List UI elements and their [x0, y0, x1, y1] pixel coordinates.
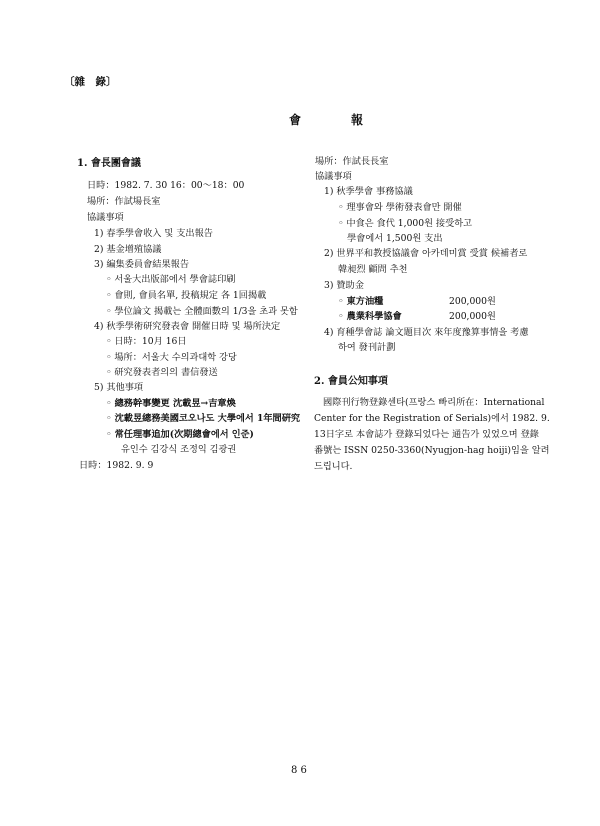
meeting-date: 日時：1982. 7. 30 16：00～18：00	[87, 180, 245, 191]
agenda-item: 4) 秋季學術研究發表會 開催日時 및 場所決定	[94, 321, 281, 332]
sponsor-name: ◦ 農業科學協會	[338, 311, 402, 322]
agenda-item: 1) 春季學會收入 및 支出報告	[94, 228, 213, 239]
agenda-label: 協議事項	[315, 171, 352, 182]
sponsor-name: ◦ 東方油糧	[338, 296, 384, 307]
meeting-place: 場所：作試長長室	[315, 156, 389, 167]
agenda-label: 協議事項	[87, 212, 124, 223]
section-heading-notice: 2. 會員公知事項	[314, 376, 388, 387]
agenda-subitem: ◦ 學位論文 揭載는 全體面數의 1/3을 초과 못함	[106, 306, 298, 317]
agenda-subitem: ◦ 中食은 食代 1,000원 接受하고	[338, 218, 473, 229]
agenda-subitem: ◦ 常任理事追加(次期總會에서 인준)	[106, 429, 254, 440]
agenda-item: 3) 贊助金	[324, 280, 364, 291]
agenda-subitem: ◦ 沈載昱總務美國코오나도 大學에서 1年間硏究	[106, 413, 301, 424]
notice-paragraph-line: 國際刊行物登錄센타(프랑스 빠리所在：International	[323, 397, 545, 408]
page-title-left: 會	[289, 113, 302, 127]
agenda-subitem: ◦ 總務幹事變更 沈載昱→吉章煥	[106, 398, 236, 409]
agenda-names: 유인수 김강식 조정익 김광권	[121, 444, 237, 455]
agenda-subitem: ◦ 理事會와 學術發表會만 開催	[338, 202, 462, 213]
section-heading-meeting: 1. 會長團會議	[77, 158, 141, 169]
agenda-item: 5) 其他事項	[94, 382, 144, 393]
agenda-subitem: ◦ 日時：10月 16日	[106, 336, 187, 347]
page-number: 8 6	[291, 765, 307, 776]
notice-paragraph-line: Center for the Registration of Serials)에서 1982. 9.	[314, 413, 550, 424]
agenda-item: 2) 基金增殖協議	[94, 244, 162, 255]
notice-paragraph-line: 13日字로 本會誌가 登錄되었다는 通告가 있었으며 登錄	[314, 429, 539, 440]
agenda-subitem: ◦ 場所：서울大 수의과대학 강당	[106, 352, 237, 363]
agenda-item: 1) 秋季學會 事務協議	[324, 186, 413, 197]
next-meeting-date: 日時：1982. 9. 9	[79, 460, 154, 471]
notice-paragraph-line: 드립니다.	[314, 461, 353, 472]
agenda-item-cont: 韓昶烈 顧問 추천	[338, 264, 408, 275]
agenda-subitem-cont: 學會에서 1,500원 支出	[347, 233, 443, 244]
agenda-item: 2) 世界平和教授協議會 아카데미賞 受賞 候補者로	[324, 248, 528, 259]
agenda-subitem: ◦ 會則, 會員名單, 投稿規定 各 1回揭載	[106, 290, 267, 301]
page-title-right: 報	[351, 113, 364, 127]
agenda-subitem: ◦ 研究發表者의의 書信發送	[106, 367, 218, 378]
section-tag: 〔雜 錄〕	[64, 76, 117, 88]
meeting-place: 場所：作試場長室	[87, 196, 161, 207]
agenda-item-cont: 하여 發刊計劃	[338, 342, 396, 353]
agenda-item: 3) 編集委員會結果報告	[94, 259, 190, 270]
agenda-subitem: ◦ 서울大出版部에서 學會誌印刷	[106, 274, 236, 285]
notice-paragraph-line: 番號는 ISSN 0250-3360(Nyugjon-hag hoiji)임을 알려	[314, 445, 550, 456]
sponsor-amount: 200,000원	[449, 311, 496, 322]
agenda-item: 4) 育種學會誌 論文題目次 來年度豫算事情을 考慮	[324, 327, 529, 338]
sponsor-amount: 200,000원	[449, 296, 496, 307]
